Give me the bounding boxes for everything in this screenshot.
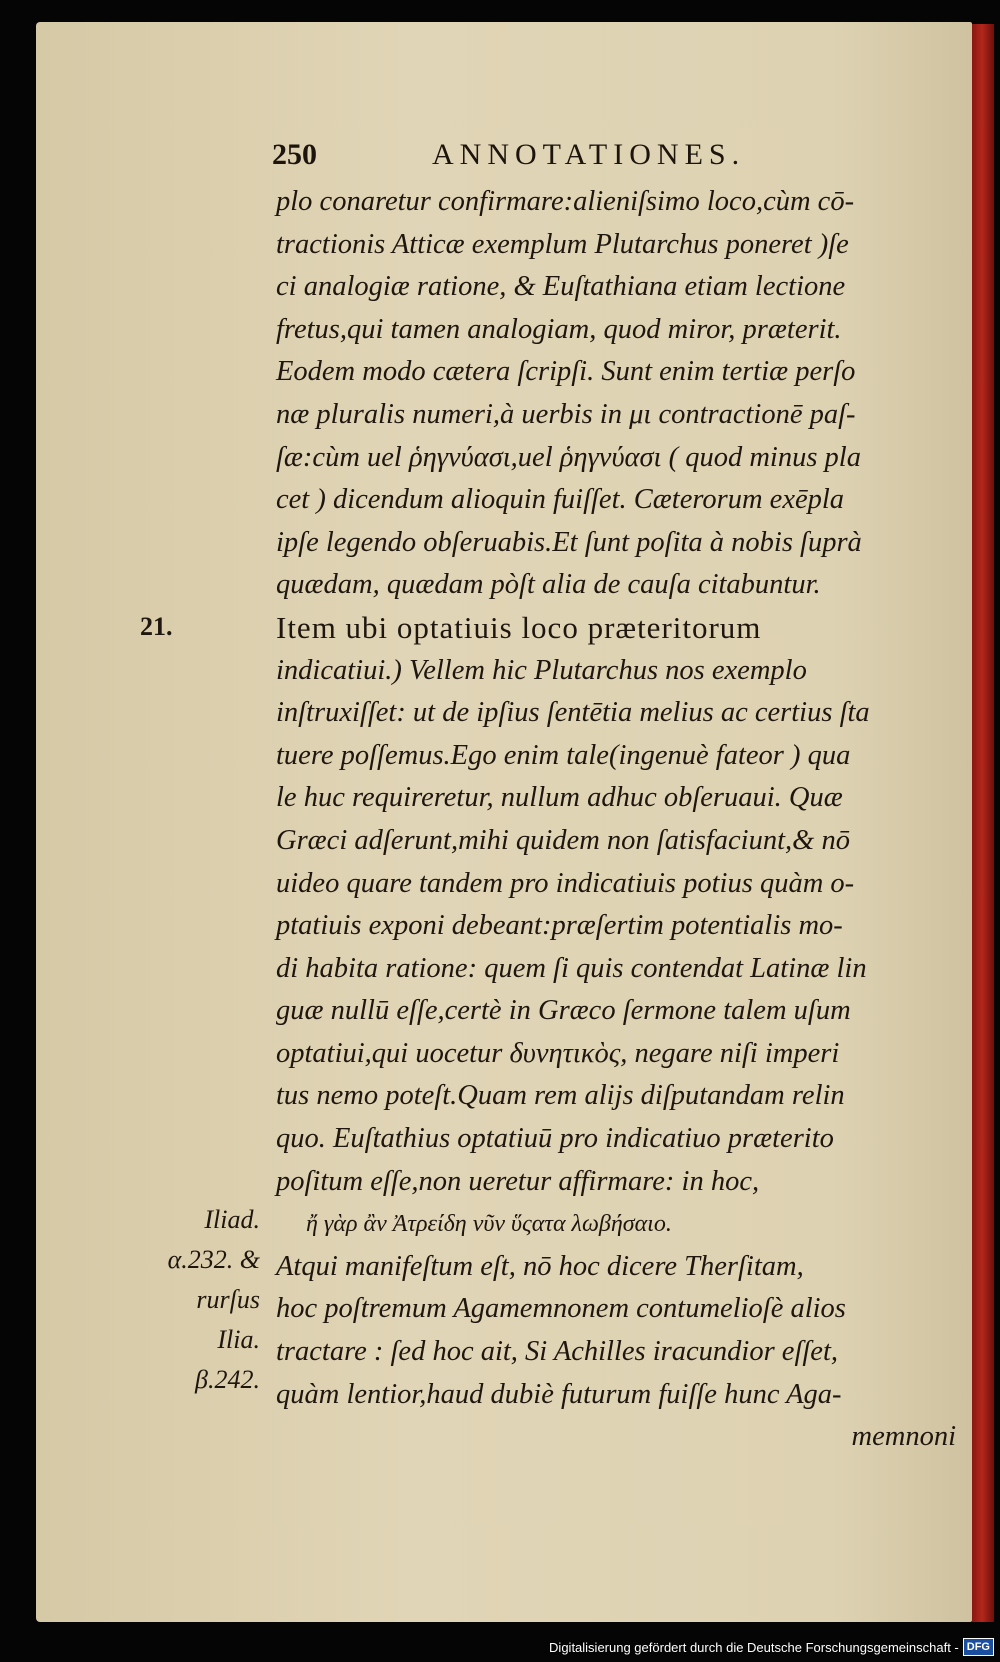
margin-reference-line: rurſus Ilia. [196,1285,260,1354]
book-edge [972,24,994,1622]
text-line: le huc requireretur, nullum adhuc obſeruaui. Quæ [276,782,843,814]
text-line: ipſe legendo obſeruabis.Et ſunt poſita à nobis ſuprà [276,526,862,558]
text-line: tractare : ſed hoc ait, Si Achilles iracundior eſſet, [276,1336,838,1368]
text-line: poſitum eſſe,non ueretur affirmare: in hoc, [276,1165,760,1197]
section-number: 21. [140,612,173,641]
text-line: plo conaretur confirmare:alieniſsimo loco,cùm cō- [276,186,855,217]
text-line: Atqui manifeſtum eſt, nō hoc dicere Therſitam, [276,1250,804,1282]
lemma-line: Item ubi optatiuis loco præteritorum [276,609,762,645]
body-text [276,181,956,1459]
text-line: indicatiui.) Vellem hic Plutarchus nos exemplo [276,654,807,686]
text-line: ci analogiæ ratione, & Euſtathiana etiam lectione [276,271,846,303]
text-line: tuere poſſemus.Ego enim tale(ingenuè fateor ) qua [276,739,851,771]
margin-reference-line: α.232. & [167,1245,260,1274]
text-line: tractionis Atticæ exemplum Plutarchus poneret )ſe [276,228,849,260]
text-line: inſtruxiſſet: ut de ipſius ſentētia melius ac certius ſta [276,697,870,729]
text-line: fretus,qui tamen analogiam, quod miror, præterit. [276,313,842,345]
text-line: cet ) dicendum alioquin fuiſſet. Cæterorum exēpla [276,484,845,516]
margin-reference-line: Iliad. [204,1205,260,1234]
dfg-logo: DFG [963,1638,994,1656]
text-line: ptatiuis exponi debeant:præſertim potentialis mo- [276,910,843,942]
text-line: quædam, quædam pòſt alia de cauſa citabuntur. [276,569,821,601]
footer-text: Digitalisierung gefördert durch die Deutsche Forschungsgemeinschaft - [549,1639,959,1655]
text-line: næ pluralis numeri,à uerbis in μι contractionē paſ- [276,398,856,430]
margin-reference [150,1200,260,1400]
text-line: quo. Euſtathius optatiuū pro indicatiuo præterito [276,1123,834,1155]
running-head: ANNOTATIONES. [432,138,746,171]
text-line: quàm lentior,haud dubiè futurum fuiſſe hunc Aga- [276,1378,842,1410]
text-line: Græci adſerunt,mihi quidem non ſatisfaciunt,& nō [276,824,850,856]
page-number: 250 [272,138,317,171]
text-line: tus nemo poteſt.Quam rem alijs diſputandam relin [276,1080,845,1112]
text-line: di habita ratione: quem ſi quis contendat Latinæ lin [276,952,867,984]
text-line: hoc poſtremum Agamemnonem contumelioſè alios [276,1293,846,1325]
text-line: Eodem modo cætera ſcripſi. Sunt enim tertiæ perſo [276,356,856,388]
page-header [272,138,812,178]
catchword: memnoni [851,1421,956,1453]
text-line: guæ nullū eſſe,certè in Græco ſermone talem uſum [276,995,851,1027]
margin-reference-line: β.242. [195,1365,260,1394]
digitization-footer [549,1636,994,1658]
text-line: optatiui,qui uocetur δυνητικὸς, negare niſi imperi [276,1037,840,1069]
text-line: ſæ:cùm uel ῥηγνύασι,uel ῥηγνύασι ( quod minus pla [276,441,861,473]
text-line: uideo quare tandem pro indicatiuis potius quàm o- [276,867,855,899]
greek-quote-line: ἤ γὰρ ἂν Ἀτρείδη νῦν ὕςατα λωβήσαιο. [306,1211,672,1238]
